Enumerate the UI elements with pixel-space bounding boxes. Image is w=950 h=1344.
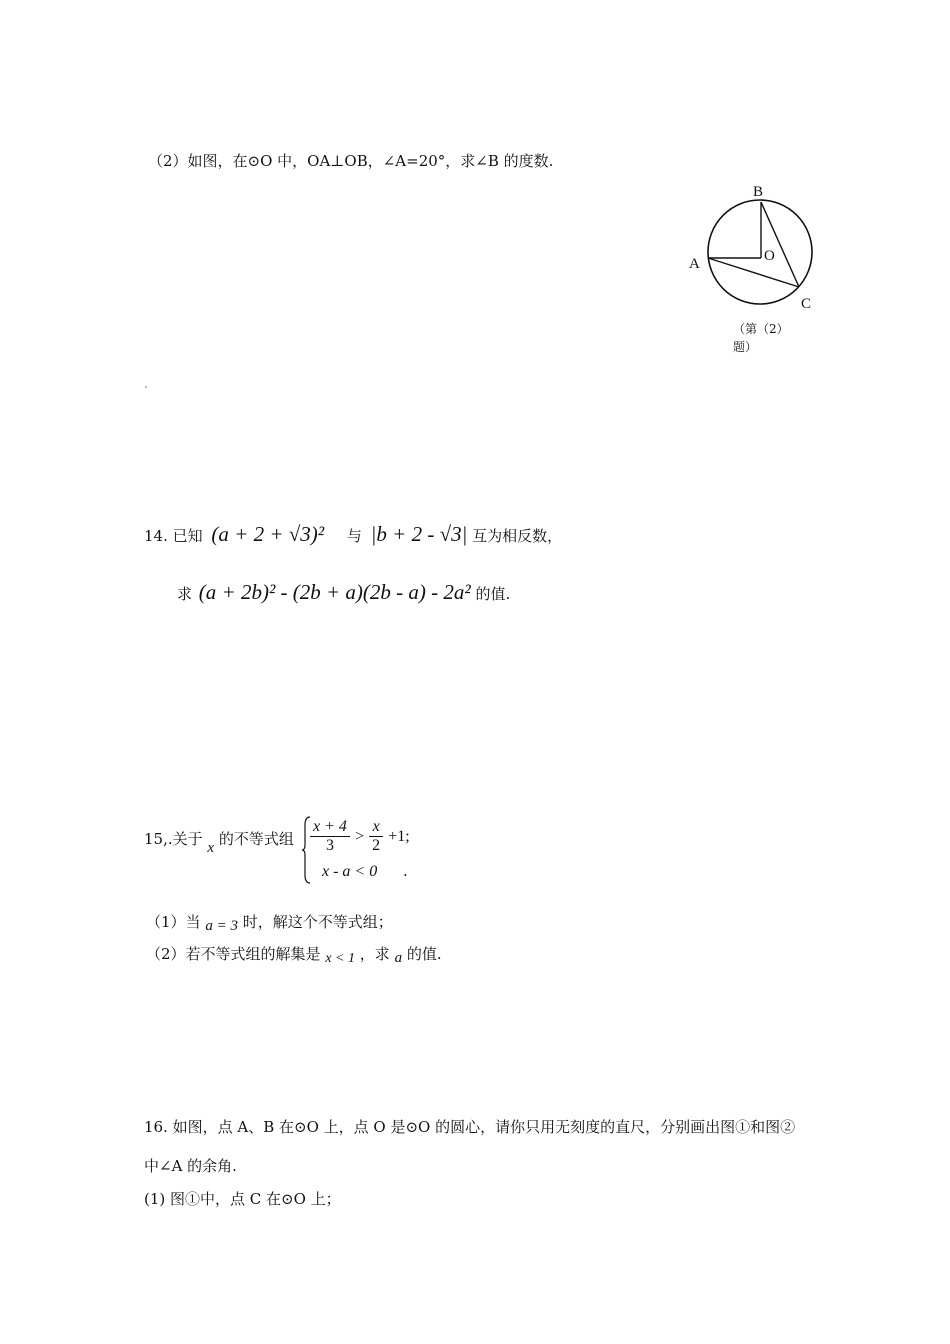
segment-ac xyxy=(708,258,799,287)
q15-sub1 xyxy=(146,913,393,932)
q14-line2 xyxy=(177,580,510,605)
q14-suffix: 互为相反数， xyxy=(472,527,563,545)
q15-sub2-prefix: （2）若不等式组的解集是 xyxy=(146,945,321,963)
q15-sub2-expr: x < 1 xyxy=(325,951,355,966)
figure-label-o: O xyxy=(764,248,775,264)
q14-line2-suffix: 的值. xyxy=(475,585,511,603)
fraction-denominator: 3 xyxy=(325,837,334,854)
q15-intro xyxy=(144,830,294,856)
q16-line1: 16. 如图，点 A、B 在⊙O 上，点 O 是⊙O 的圆心，请你只用无刻度的直尺，分别画出图①和图② xyxy=(144,1118,796,1136)
q15-mid: 的不等式组 xyxy=(218,830,294,848)
circle-o xyxy=(708,200,812,304)
q15-row2-tail: . xyxy=(403,862,408,880)
q15-sub1-prefix: （1）当 xyxy=(146,913,201,931)
figure-label-b: B xyxy=(753,184,764,200)
fraction-numerator: x + 4 xyxy=(310,818,350,837)
q15-sub2 xyxy=(146,945,442,965)
fraction-numerator: x xyxy=(369,818,383,837)
q16-line2: 中∠A 的余角. xyxy=(144,1157,237,1175)
q15-sub2-suffix: 的值. xyxy=(406,945,442,963)
q14-expr3: (a + 2b)² - (2b + a)(2b - a) - 2a² xyxy=(198,580,471,604)
q15-row2: x - a < 0 xyxy=(322,863,378,880)
fraction-x-over-2 xyxy=(369,818,383,855)
fraction-denominator: 2 xyxy=(372,837,381,854)
figure-label-c: C xyxy=(801,296,812,312)
q15-row1-tail: +1; xyxy=(388,828,410,845)
figure-caption-line2: 题） xyxy=(733,340,758,354)
q14-line2-prefix: 求 xyxy=(177,585,193,603)
segment-bc xyxy=(761,202,799,287)
q15-row1 xyxy=(310,818,410,855)
stray-mark xyxy=(145,386,147,388)
q13-2-text: （2）如图，在⊙O 中，OA⊥OB，∠A=20°，求∠B 的度数. xyxy=(148,152,554,170)
q16-line3: (1) 图①中，点 C 在⊙O 上； xyxy=(144,1190,341,1208)
q14-mid: 与 xyxy=(346,527,362,545)
fraction-x-plus-4-over-3 xyxy=(310,818,350,855)
figure-label-a: A xyxy=(689,256,700,272)
q15-sub2-var: a xyxy=(394,950,403,966)
q14-prefix: 14. 已知 xyxy=(144,527,203,545)
q15-var: x xyxy=(207,840,215,856)
q15-prefix: 15,.关于 xyxy=(144,830,203,848)
q14-expr1: (a + 2 + √3)² xyxy=(211,522,325,546)
figure-caption-line1: （第（2） xyxy=(733,322,789,336)
q14-expr2: |b + 2 - √3| xyxy=(370,522,468,546)
q15-sub1-suffix: 时，解这个不等式组； xyxy=(242,913,393,931)
greater-than-sign: > xyxy=(355,828,365,845)
q15-sub1-expr: a = 3 xyxy=(205,918,238,934)
q15-sub2-mid: ，求 xyxy=(359,945,390,963)
q14-line1 xyxy=(144,522,562,547)
